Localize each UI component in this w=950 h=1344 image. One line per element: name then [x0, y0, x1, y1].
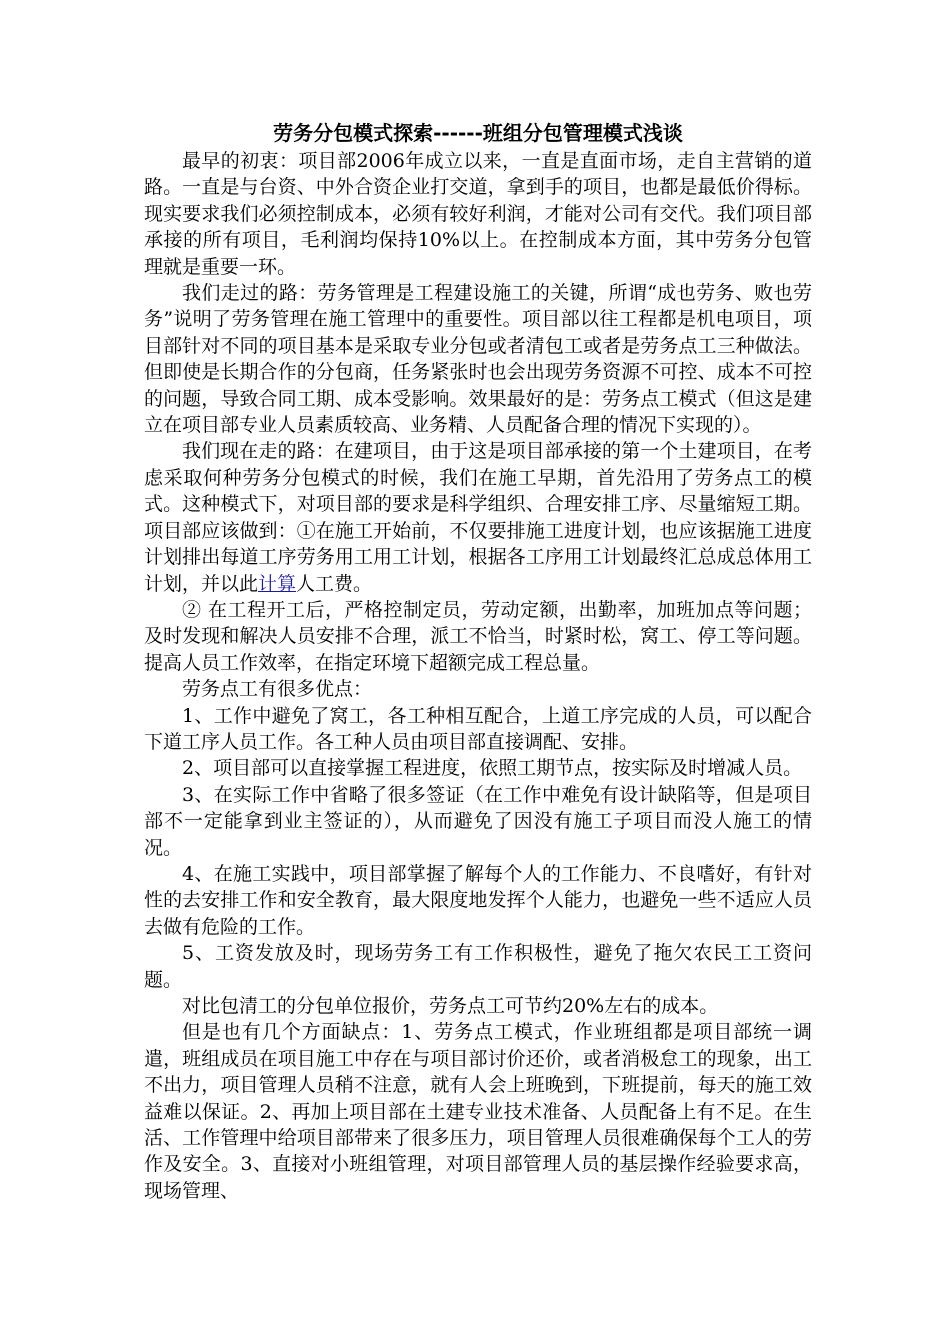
calculate-link[interactable]: 计算 [258, 572, 297, 595]
list-item-advantage-1: 1、工作中避免了窝工，各工种相互配合，上道工序完成的人员，可以配合下道工序人员工作。各工种人员由项目部直接调配、安排。 [144, 704, 812, 753]
paragraph-current-approach [144, 438, 812, 596]
paragraph-disadvantages: 但是也有几个方面缺点：1、劳务点工模式，作业班组都是项目部统一调遣，班组成员在项目施工中存在与项目部讨价还价，或者消极怠工的现象，出工不出力，项目管理人员稍不注意，就有人会上班晚到，下班提前，每天的施工效益难以保证。2、再加上项目部在土建专业技术准备、人员配备上有不足。在生活、工作管理中给项目部带来了很多压力，项目管理人员很难确保每个工人的劳作及安全。3、直接对小班组管理，对项目部管理人员的基层操作经验要求高，现场管理、 [144, 1021, 812, 1202]
paragraph-text: 人工费。 [296, 572, 373, 595]
document-page [144, 118, 812, 1204]
document-title: 劳务分包模式探索------班组分包管理模式浅谈 [273, 121, 683, 145]
list-item-advantage-5: 5、工资发放及时，现场劳务工有工作积极性，避免了拖欠农民工工资问题。 [144, 942, 812, 991]
paragraph-text: 我们现在走的路：在建项目，由于这是项目部承接的第一个土建项目，在考虑采取何种劳务分包模式的时候，我们在施工早期，首先沿用了劳务点工的模式。这种模式下，对项目部的要求是科学组织、合理安排工序、尽量缩短工期。项目部应该做到：①在施工开始前，不仅要排施工进度计划，也应该据施工进度计划排出每道工序劳务用工用工计划，根据各工序用工计划最终汇总成总体用工计划，并以此 [144, 440, 812, 595]
paragraph-initial-intent: 最早的初衷：项目部2006年成立以来，一直是直面市场，走自主营销的道路。一直是与台资、中外合资企业打交道，拿到手的项目，也都是最低价得标。现实要求我们必须控制成本，必须有较好利润，才能对公司有交代。我们项目部承接的所有项目，毛利润均保持10%以上。在控制成本方面，其中劳务分包管理就是重要一环。 [144, 150, 812, 278]
list-item-advantage-4: 4、在施工实践中，项目部掌握了解每个人的工作能力、不良嗜好，有针对性的去安排工作和安全教育，最大限度地发挥个人能力，也避免一些不适应人员去做有危险的工作。 [144, 862, 812, 938]
list-item-advantage-2: 2、项目部可以直接掌握工程进度，依照工期节点，按实际及时增减人员。 [182, 757, 803, 780]
paragraph-cost-comparison: 对比包清工的分包单位报价，劳务点工可节约20%左右的成本。 [182, 995, 719, 1017]
list-item-advantage-3: 3、在实际工作中省略了很多签证（在工作中难免有设计缺陷等，但是项目部不一定能拿到业主签证的），从而避免了因没有施工子项目而没人施工的情况。 [144, 783, 812, 859]
paragraph-past-approach: 我们走过的路：劳务管理是工程建设施工的关键，所谓“成也劳务、败也劳务”说明了劳务管理在施工管理中的重要性。项目部以往工程都是机电项目，项目部针对不同的项目基本是采取专业分包或者清包工或者是劳务点工三种做法。但即使是长期合作的分包商，任务紧张时也会出现劳务资源不可控、成本不可控的问题，导致合同工期、成本受影响。效果最好的是：劳务点工模式（但这是建立在项目部专业人员素质较高、业务精、人员配备合理的情况下实现的）。 [144, 282, 812, 437]
paragraph-advantages-heading: 劳务点工有很多优点： [182, 678, 373, 701]
paragraph-step-two: ② 在工程开工后，严格控制定员，劳动定额，出勤率，加班加点等问题；及时发现和解决人员安排不合理，派工不恰当，时紧时松，窝工、停工等问题。提高人员工作效率，在指定环境下超额完成工程总量。 [144, 598, 812, 674]
